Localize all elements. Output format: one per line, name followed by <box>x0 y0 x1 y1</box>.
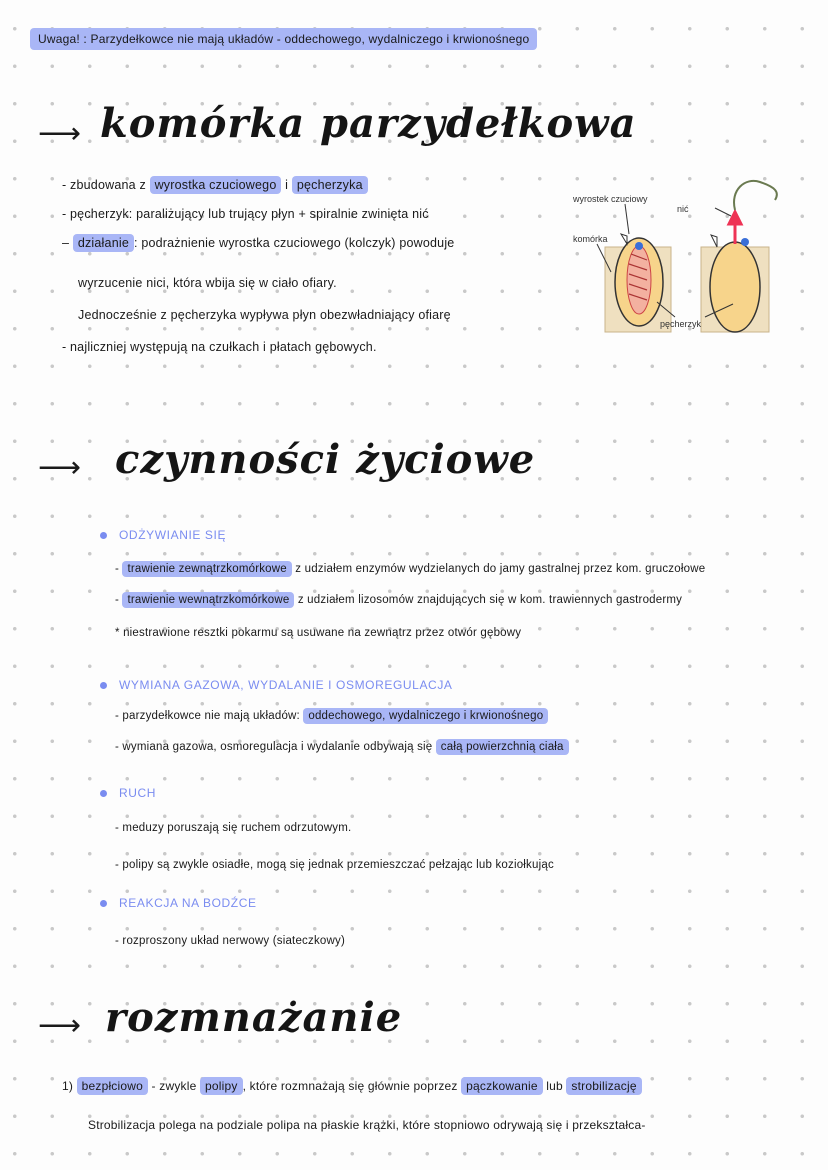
note-line: wyrzucenie nici, która wbija się w ciało ofiary. <box>78 276 337 290</box>
diagram-label-cell: komórka <box>573 234 608 244</box>
bullet-icon <box>100 532 107 539</box>
note-line: - trawienie zewnątrzkomórkowe z udziałem enzymów wydzielanych do jamy gastralnej przez kom. gruczołowe <box>115 563 706 575</box>
note-line: * niestrawione resztki pokarmu są usuwane na zewnątrz przez otwór gębowy <box>115 627 522 639</box>
arrow-icon: ⟶ <box>38 1009 82 1042</box>
note-line: - pęcherzyk: paraliżujący lub trujący płyn + spiralnie zwinięta nić <box>62 207 429 221</box>
note-line: 1) bezpłciowo - zwykle polipy , które rozmnażają się głównie poprzez pączkowanie lub strobilizację <box>62 1079 642 1093</box>
diagram-label-vesicle: pęcherzyk <box>660 319 702 329</box>
subsection-heading: RUCH <box>100 786 156 800</box>
bullet-icon <box>100 900 107 907</box>
subsection-heading: ODŻYWIANIE SIĘ <box>100 528 226 542</box>
note-line: - najliczniej występują na czułkach i płatach gębowych. <box>62 340 377 354</box>
diagram-label-sensor: wyrostek czuciowy <box>573 194 648 204</box>
note-line: - rozproszony układ nerwowy (siateczkowy) <box>115 935 345 947</box>
section-title-komorka: komórka parzydełkowa <box>100 100 637 147</box>
arrow-icon: ⟶ <box>38 451 82 484</box>
note-line: - trawienie wewnątrzkomórkowe z udziałem lizosomów znajdujących się w kom. trawiennych gastrodermy <box>115 594 683 606</box>
note-line: - zbudowana z wyrostka czuciowego i pęcherzyka <box>62 178 368 192</box>
bullet-icon <box>100 790 107 797</box>
note-line: - meduzy poruszają się ruchem odrzutowym. <box>115 822 352 834</box>
bullet-icon <box>100 682 107 689</box>
arrow-icon: ⟶ <box>38 117 82 150</box>
warning-banner: Uwaga! : Parzydełkowce nie mają układów - oddechowego, wydalniczego i krwionośnego <box>30 32 537 46</box>
note-line: – działanie : podrażnienie wyrostka czuciowego (kolczyk) powoduje <box>62 236 455 250</box>
note-line: - wymiana gazowa, osmoregulacja i wydalanie odbywają się całą powierzchnią ciała <box>115 741 569 753</box>
subsection-heading: WYMIANA GAZOWA, WYDALANIE I OSMOREGULACJA <box>100 678 453 692</box>
note-line: - parzydełkowce nie mają układów: oddechowego, wydalniczego i krwionośnego <box>115 710 548 722</box>
section-title-czynnosci: czynności życiowe <box>115 436 536 483</box>
diagram-label-thread: nić <box>677 204 689 214</box>
section-title-rozmnazanie: rozmnażanie <box>105 994 403 1041</box>
subsection-heading: REAKCJA NA BODŹCE <box>100 896 257 910</box>
note-line: - polipy są zwykle osiadłe, mogą się jednak przemieszczać pełzając lub koziołkując <box>115 859 554 871</box>
note-line: Strobilizacja polega na podziale polipa na płaskie krążki, które stopniowo odrywają się i przekształca- <box>88 1118 646 1132</box>
cnidocyte-diagram <box>565 172 790 337</box>
note-line: Jednocześnie z pęcherzyka wypływa płyn obezwładniający ofiarę <box>78 308 451 322</box>
